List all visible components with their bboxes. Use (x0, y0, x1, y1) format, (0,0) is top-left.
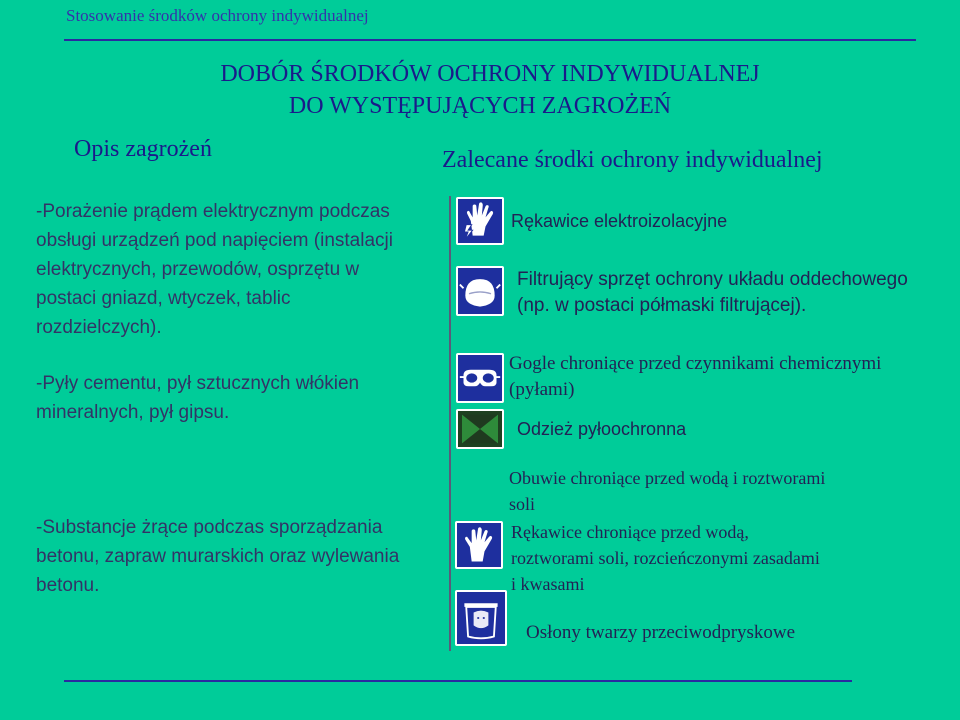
glove-lightning-icon (456, 197, 504, 245)
hazard-electric-line: -Porażenie prądem elektrycznym podczas (36, 201, 390, 222)
hazard-corrosive-line: betonu, zapraw murarskich oraz wylewania (36, 546, 400, 567)
rec-goggles-line: Gogle chroniące przed czynnikami chemicznymi (509, 353, 882, 374)
hazard-electric-line: obsługi urządzeń pod napięciem (instalacji (36, 230, 393, 251)
hazard-electric-line: rozdzielczych). (36, 317, 162, 338)
rec-goggles (509, 351, 881, 403)
rec-boots (509, 465, 825, 517)
rec-goggles-line: (pyłami) (509, 379, 575, 400)
hazard-corrosive-line: -Substancje żrące podczas sporządzania (36, 517, 383, 538)
face-shield-icon (455, 590, 507, 646)
left-column-heading: Opis zagrożeń (74, 136, 212, 162)
hazard-corrosive (36, 513, 399, 600)
slide-header: Stosowanie środków ochrony indywidualnej (66, 6, 369, 25)
hazard-dust (36, 369, 359, 427)
right-column-heading: Zalecane środki ochrony indywidualnej (442, 147, 823, 173)
hazard-dust-line: mineralnych, pył gipsu. (36, 402, 230, 423)
rec-clothing: Odzież pyłoochronna (517, 419, 687, 439)
half-mask-icon (456, 266, 504, 316)
rec-respirator-line: (np. w postaci półmaski filtrującej). (517, 295, 807, 316)
header-rule (64, 39, 916, 41)
rec-respirator-line: Filtrujący sprzęt ochrony układu oddechowego (517, 269, 908, 290)
rec-gloves-chemical (511, 519, 820, 597)
slide-title (0, 58, 960, 122)
rec-boots-line: Obuwie chroniące przed wodą i roztworami (509, 468, 826, 488)
rec-gloves-chemical-line: roztworami soli, rozcieńczonymi zasadami (511, 548, 820, 568)
hazard-dust-line: -Pyły cementu, pył sztucznych włókien (36, 373, 360, 394)
goggles-icon (456, 353, 504, 403)
hazard-electric-line: elektrycznych, przewodów, osprzętu w (36, 259, 360, 280)
rec-face-shield: Osłony twarzy przeciwodpryskowe (526, 622, 796, 643)
title-line-2: DO WYSTĘPUJĄCYCH ZAGROŻEŃ (288, 93, 672, 119)
glove-icon (455, 521, 503, 569)
footer-rule (64, 680, 852, 682)
rec-boots-line: soli (509, 494, 536, 514)
rec-gloves-chemical-line: Rękawice chroniące przed wodą, (511, 522, 749, 542)
rec-respirator (517, 267, 908, 319)
protective-clothing-icon (456, 409, 504, 449)
hazard-electric (36, 197, 393, 342)
rec-gloves-electric: Rękawice elektroizolacyjne (511, 211, 728, 231)
title-line-1: DOBÓR ŚRODKÓW OCHRONY INDYWIDUALNEJ (220, 61, 760, 87)
rec-gloves-chemical-line: i kwasami (511, 574, 585, 594)
column-divider (449, 196, 451, 651)
hazard-corrosive-line: betonu. (36, 575, 100, 596)
hazard-electric-line: postaci gniazd, wtyczek, tablic (36, 288, 291, 309)
